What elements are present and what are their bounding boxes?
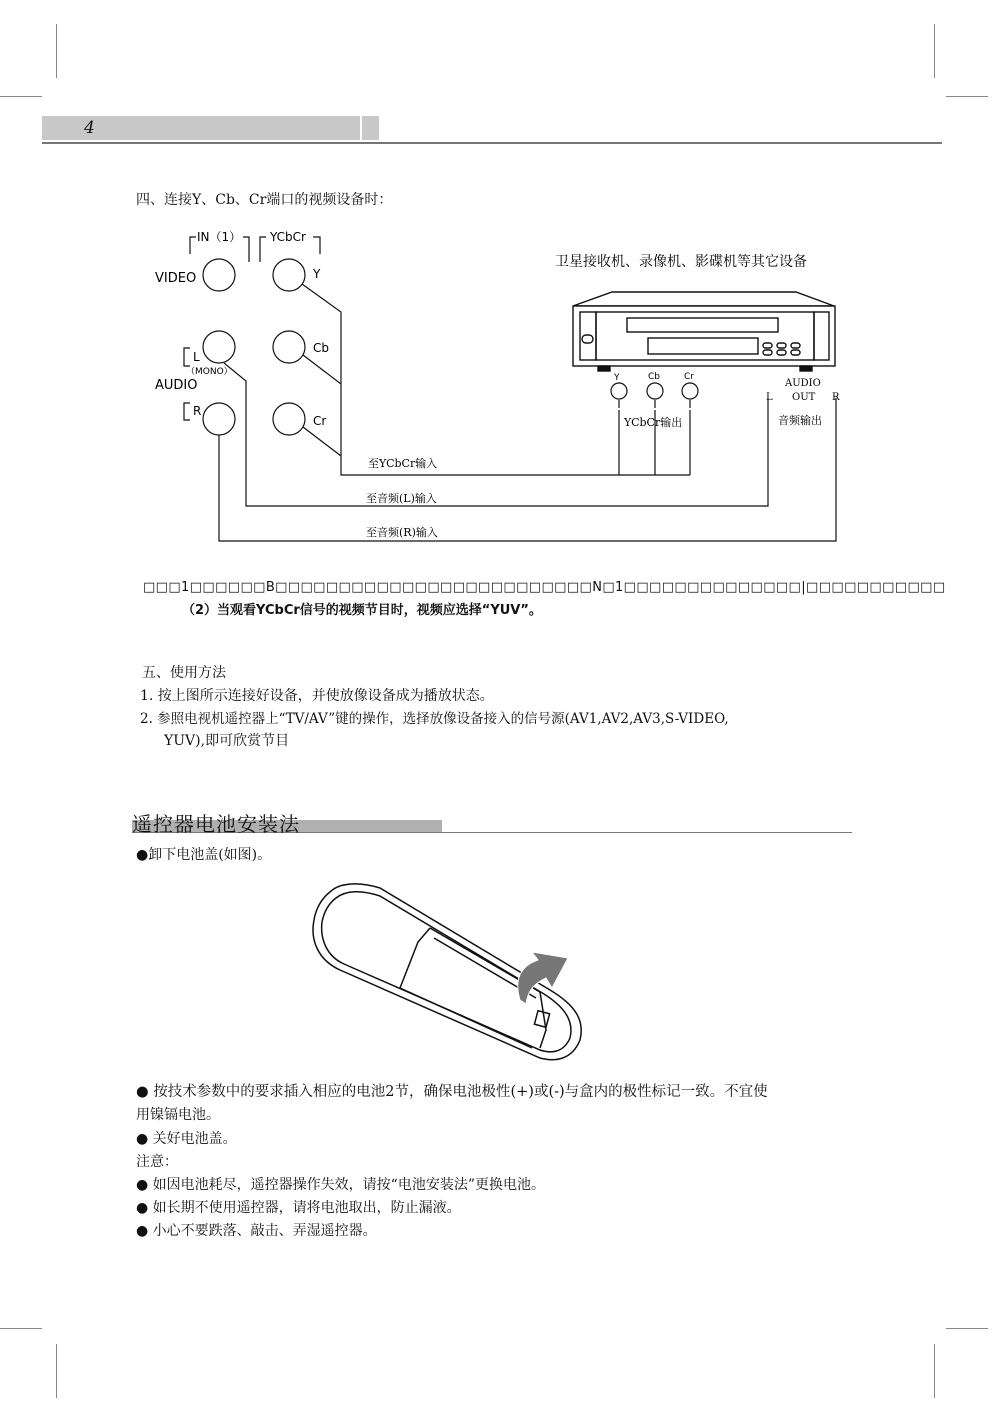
y-label: Y — [313, 267, 321, 281]
notice-1: ● 如因电池耗尽，遥控器操作失效，请按“电池安装法”更换电池。 — [136, 1177, 545, 1193]
connection-diagram — [0, 0, 994, 560]
page-number: 4 — [84, 118, 95, 138]
step-2-line2: YUV),即可欣赏节目 — [164, 733, 290, 749]
section5-title: 五、使用方法 — [142, 665, 226, 681]
notice-3: ● 小心不要跌落、敲击、弄湿遥控器。 — [136, 1223, 377, 1239]
notice-label: 注意： — [136, 1154, 178, 1170]
step-close-cover: ● 关好电池盖。 — [136, 1131, 237, 1147]
audio-label: AUDIO — [155, 378, 198, 393]
ycbcr-label: YCbCr — [270, 230, 306, 244]
device-out-label: OUT — [792, 392, 816, 403]
crop-mark — [56, 1344, 57, 1398]
section4-title: 四、连接Y、Cb、Cr端口的视频设备时： — [136, 192, 393, 208]
to-audio-r-label: 至音频(R)输入 — [366, 526, 438, 539]
device-cb-label: Cb — [648, 372, 660, 382]
device-ycbcr-out: YCbCr输出 — [624, 416, 683, 429]
step-insert-line2: 用镍镉电池。 — [136, 1107, 220, 1123]
battery-section-title: 遥控器电池安装法 — [132, 812, 300, 836]
to-ycbcr-label: 至YCbCr输入 — [368, 457, 438, 470]
device-r-label: R — [832, 392, 840, 403]
cb-label: Cb — [313, 341, 329, 355]
device-audio-label: AUDIO — [785, 378, 821, 389]
cr-label: Cr — [313, 414, 327, 428]
crop-mark — [0, 1328, 42, 1329]
crop-mark — [934, 1344, 935, 1398]
crop-mark — [946, 1328, 988, 1329]
to-audio-l-label: 至音频(L)输入 — [366, 492, 437, 505]
r-label: R — [193, 404, 202, 418]
notice-2: ● 如长期不使用遥控器，请将电池取出，防止漏液。 — [136, 1200, 461, 1216]
device-audio-out: 音频输出 — [778, 414, 822, 427]
step-2-line1: 2. 参照电视机遥控器上“TV/AV”键的操作，选择放像设备接入的信号源(AV1,AV2,AV3,S-VIDEO, — [140, 711, 729, 727]
note-garbled: □□□1□□□□□□B□□□□□□□□□□□□□□□□□□□□□□□□□N□1□□□□□□□□□□□□□□|□□□□□□□□□□□ — [143, 580, 946, 595]
video-label: VIDEO — [155, 271, 197, 286]
device-caption: 卫星接收机、录像机、影碟机等其它设备 — [555, 254, 807, 270]
step-remove-cover: ●卸下电池盖(如图)。 — [136, 847, 272, 863]
in-label: IN（1） — [197, 230, 242, 244]
remote-control-illustration — [300, 880, 600, 1070]
l-label: L — [193, 350, 200, 364]
step-1: 1. 按上图所示连接好设备，并使放像设备成为播放状态。 — [140, 688, 494, 704]
device-cr-label: Cr — [684, 372, 694, 382]
note-2: （2）当观看YCbCr信号的视频节目时，视频应选择“YUV”。 — [182, 603, 542, 618]
player-device — [573, 292, 835, 371]
device-l-label: L — [766, 392, 773, 403]
device-y-label: Y — [614, 373, 620, 383]
step-insert-line1: ● 按技术参数中的要求插入相应的电池2节，确保电池极性(+)或(-)与盒内的极性标记一致。不宜使 — [136, 1084, 768, 1100]
mono-label: （MONO） — [186, 367, 233, 377]
